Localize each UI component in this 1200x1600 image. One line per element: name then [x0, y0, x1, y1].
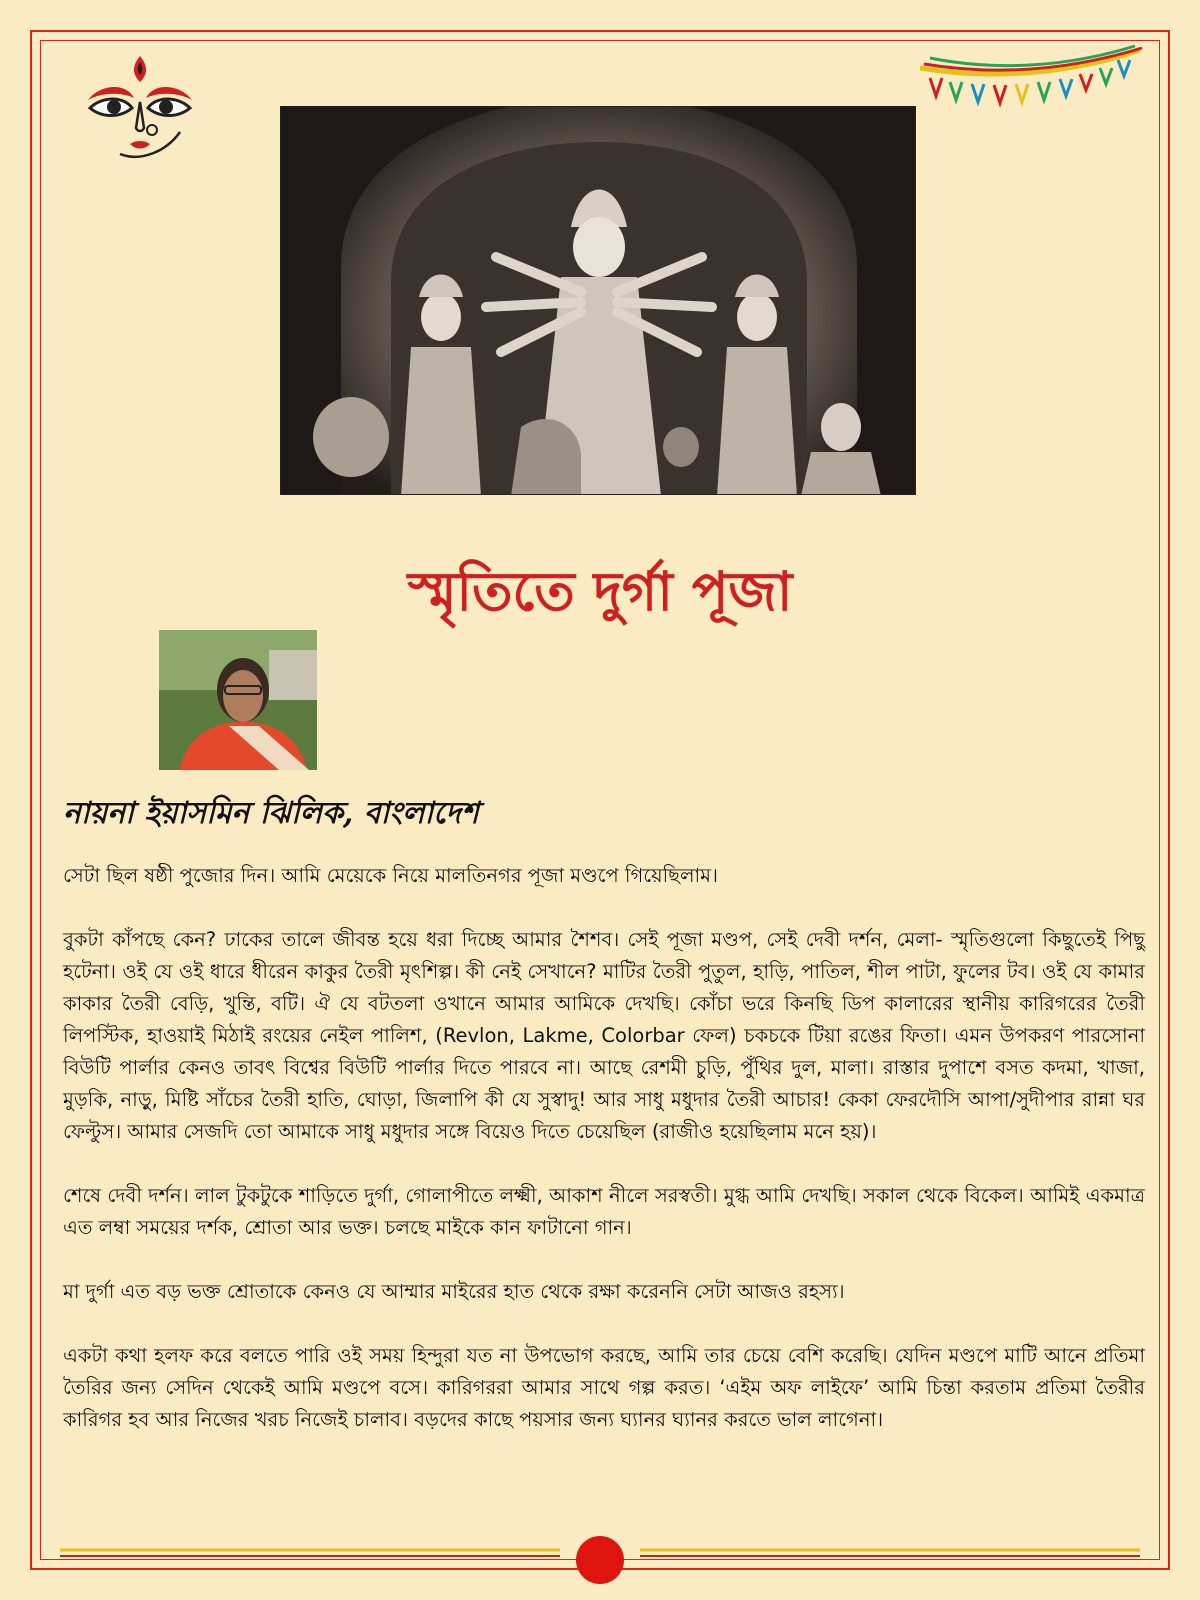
author-photo	[159, 630, 317, 770]
article-body	[63, 860, 1145, 1468]
bunting-icon	[920, 44, 1150, 114]
durga-eyes-icon	[80, 52, 200, 164]
durga-idol-photo	[280, 106, 916, 495]
paragraph: শেষে দেবী দর্শন। লাল টুকটুকে শাড়িতে দুর্গা, গোলাপীতে লক্ষ্মী, আকাশ নীলে সরস্বতী। মুগ্ধ আমি দেখছি। সকাল থেকে বিকেল। আমিই একমাত্র এত লম্বা সময়ের দর্শক, শ্রোতা আর ভক্ত। চলছে মাইকে কান ফাটানো গান।	[63, 1184, 1145, 1239]
footer-ornament	[40, 1530, 1160, 1590]
red-dot-icon	[576, 1536, 624, 1584]
paragraph: বুকটা কাঁপছে কেন? ঢাকের তালে জীবন্ত হয়ে ধরা দিচ্ছে আমার শৈশব। সেই পূজা মণ্ডপ, সেই দেবী দর্শন, মেলা- স্মৃতিগুলো কিছুতেই পিছু হটেনা। ওই যে ওই ধারে ধীরেন কাকুর তৈরী মৃৎশিল্প। কী নেই সেখানে? মাটির তৈরী পুতুল, হাড়ি, পাতিল, শীল পাটা, ফুলের টব। ওই যে কামার কাকার তৈরী বেড়ি, খুন্তি, বটি। ঐ যে বটতলা ওখানে আমার আমিকে দেখছি। কোঁচা ভরে কিনছি ডিপ কালারের স্থানীয় কারিগরের তৈরী লিপস্টিক, হাওয়াই মিঠাই রংয়ের নেইল পালিশ, (Revlon, Lakme, Colorbar ফেল) চকচকে টিয়া রঙের ফিতা। এমন উপকরণ পারসোনা বিউটি পার্লার কেনও তাবৎ বিশ্বের বিউটি পার্লার দিতে পারবে না। আছে রেশমী চুড়ি, পুঁথির দুল, মালা। রাস্তার দুপাশে বসত কদমা, খাজা, মুড়কি, নাড়ু, মিষ্টি সাঁচের তৈরী হাতি, ঘোড়া, জিলাপি কী যে সুস্বাদু! আর সাধু মধুদার তৈরী আচার! কেকা ফেরদৌসি আপা/সুদীপার রান্না ঘর ফেল্টুস। আমার সেজদি তো আমাকে সাধু মধুদার সঙ্গে বিয়েও দিতে চেয়েছিল (রাজীও হয়েছিলাম মনে হয়)।	[63, 928, 1145, 1143]
paragraph: মা দুর্গা এত বড় ভক্ত শ্রোতাকে কেনও যে আম্মার মাইরের হাত থেকে রক্ষা করেননি সেটা আজও রহস্য।	[63, 1280, 845, 1303]
paragraph: একটা কথা হলফ করে বলতে পারি ওই সময় হিন্দুরা যত না উপভোগ করছে, আমি তার চেয়ে বেশি করেছি। যেদিন মণ্ডপে মাটি আনে প্রতিমা তৈরির জন্য সেদিন থেকেই আমি মণ্ডপে বসে। কারিগররা আমার সাথে গল্প করত। ‘এইম অফ লাইফে’ আমি চিন্তা করতাম প্রতিমা তৈরীর কারিগর হব আর নিজের খরচ নিজেই চালাব। বড়দের কাছে পয়সার জন্য ঘ্যানর ঘ্যানর করতে ভাল লাগেনা।	[63, 1344, 1145, 1431]
article-title: স্মৃতিতে দুর্গা পূজা	[407, 559, 793, 624]
paragraph: সেটা ছিল ষষ্ঠী পুজোর দিন। আমি মেয়েকে নিয়ে মালতিনগর পূজা মণ্ডপে গিয়েছিলাম।	[63, 864, 718, 887]
author-name: নায়না ইয়াসমিন ঝিলিক, বাংলাদেশ	[63, 796, 479, 831]
